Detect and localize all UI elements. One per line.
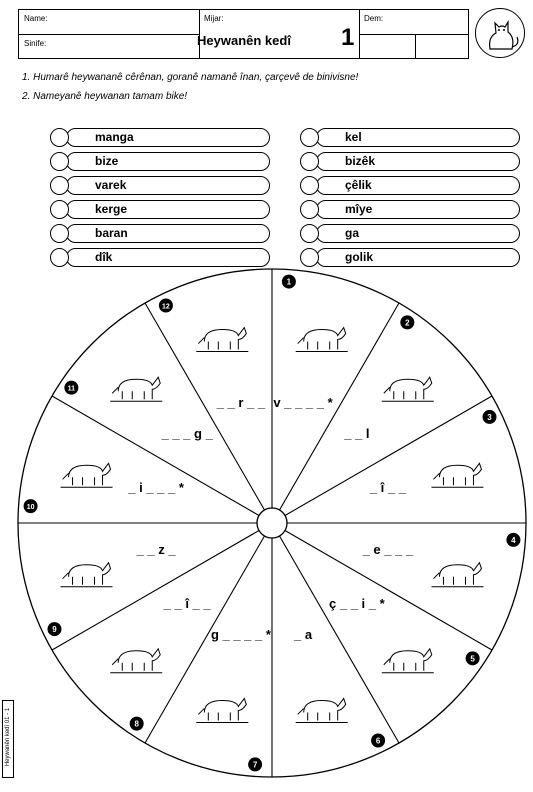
sector-number: 6 <box>375 736 381 746</box>
word-blank: _ _ l <box>344 426 370 442</box>
word-label: çêlik <box>345 178 372 192</box>
animal-picture-icon <box>296 328 348 352</box>
name-label: Name: <box>24 14 48 23</box>
animal-picture-icon <box>382 649 434 673</box>
sector-number: 8 <box>134 719 139 729</box>
animal-picture-icon <box>196 698 248 722</box>
sector-number: 11 <box>67 385 76 393</box>
word-label: kerge <box>95 202 128 216</box>
sector-number: 10 <box>26 504 35 512</box>
time-label: Dem: <box>364 14 384 23</box>
date-label: Mijar: <box>204 14 224 23</box>
side-label-box <box>2 700 14 778</box>
page-title: Heywanên kedî <box>197 33 291 48</box>
animal-picture-icon <box>431 563 483 587</box>
sector-number: 12 <box>162 303 170 311</box>
word-blank: _ i _ _ _ * <box>128 479 184 495</box>
sector-number: 2 <box>405 318 410 328</box>
word-blank: _ a <box>294 626 313 642</box>
instruction-2: 2. Nameyanê heywanan tamam bike! <box>22 91 188 102</box>
word-label: manga <box>95 130 134 144</box>
wheel-center <box>257 508 287 538</box>
word-blank: _ _ z _ <box>136 542 176 558</box>
animal-picture-icon <box>110 649 162 673</box>
word-blank: _ e _ _ _ <box>362 542 414 558</box>
instruction-1: 1. Humarê heywananê cêrênan, goranê namanê înan, çarçevê de binivisne! <box>22 72 359 83</box>
word-label: dîk <box>95 250 113 264</box>
sheet-number: 1 <box>341 24 355 51</box>
wheel-spoke <box>285 396 492 516</box>
word-label: mîye <box>345 202 373 216</box>
word-blank: g _ _ _ _ * <box>210 626 271 642</box>
animal-picture-icon <box>110 377 162 401</box>
word-blank: _ î _ _ <box>369 479 406 495</box>
word-label: baran <box>95 226 128 240</box>
side-label: Heywanên kedî 01 - 1 <box>5 707 11 767</box>
animal-picture-icon <box>196 328 248 352</box>
animal-picture-icon <box>296 698 348 722</box>
word-blank: _ _ _ g _ <box>161 426 213 442</box>
animal-picture-icon <box>431 463 483 487</box>
sector-number: 4 <box>511 535 516 545</box>
word-label: varek <box>95 178 127 192</box>
word-label: golik <box>345 250 374 264</box>
sector-number: 7 <box>252 760 258 770</box>
word-label: bize <box>95 154 119 168</box>
word-blank: _ _ r _ _ <box>216 395 266 411</box>
class-label: Sinife: <box>24 39 47 48</box>
animal-picture-icon <box>382 377 434 401</box>
word-label: kel <box>345 130 362 144</box>
word-blank: _ _ î _ _ <box>163 595 211 611</box>
word-label: ga <box>345 226 360 240</box>
sector-number: 3 <box>487 412 492 422</box>
sector-number: 1 <box>286 277 292 287</box>
word-blank: ç _ _ i _ * <box>329 595 385 611</box>
sector-number: 9 <box>52 625 57 635</box>
animal-picture-icon <box>61 563 113 587</box>
animal-picture-icon <box>61 463 113 487</box>
wheel-spoke <box>52 396 259 516</box>
word-label: bizêk <box>345 154 376 168</box>
sector-number: 5 <box>470 654 475 664</box>
word-blank: v _ _ _ _ * <box>273 395 333 411</box>
